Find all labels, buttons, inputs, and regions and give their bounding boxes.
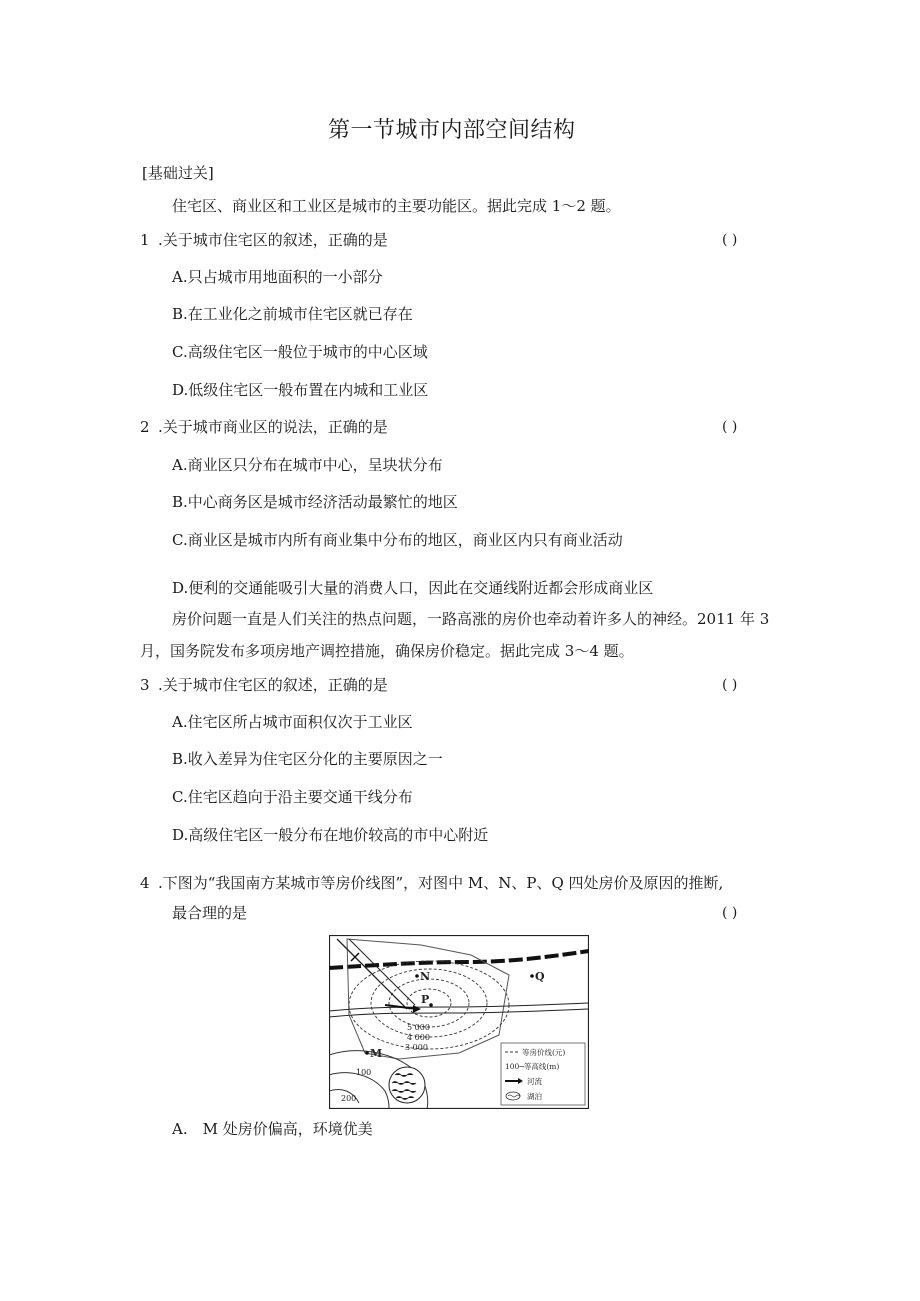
legend-elevation-label: 100─等高线(m) bbox=[505, 1062, 560, 1071]
point-p-label: P bbox=[421, 993, 430, 1006]
q2-option-c: C.商业区是城市内所有商业集中分布的地区，商业区内只有商业活动 bbox=[172, 531, 623, 549]
point-p-marker bbox=[429, 1003, 433, 1007]
q2-number: 2 bbox=[140, 418, 150, 436]
q3-option-b: B.收入差异为住宅区分化的主要原因之一 bbox=[172, 750, 443, 768]
q4-number: 4 bbox=[140, 874, 150, 892]
lake-shape bbox=[389, 1067, 425, 1103]
section-label: [基础过关] bbox=[142, 164, 214, 182]
legend-price-label: 等房价线(元) bbox=[522, 1048, 566, 1057]
q2-option-a: A.商业区只分布在城市中心，呈块状分布 bbox=[172, 456, 443, 474]
q1-number: 1 bbox=[140, 231, 150, 249]
point-m-label: M bbox=[370, 1047, 383, 1060]
elevation-label-200: 200 bbox=[341, 1094, 357, 1103]
q3-stem: .关于城市住宅区的叙述，正确的是 bbox=[158, 676, 388, 694]
q1-stem: .关于城市住宅区的叙述，正确的是 bbox=[158, 231, 388, 249]
q2-option-d: D.便利的交通能吸引大量的消费人口，因此在交通线附近都会形成商业区 bbox=[172, 579, 654, 597]
q3-option-c: C.住宅区趋向于沿主要交通干线分布 bbox=[172, 788, 413, 806]
q4-answer-bracket: ( ) bbox=[722, 905, 738, 921]
q4-option-a: A. M 处房价偏高，环境优美 bbox=[172, 1120, 373, 1138]
point-n-label: N bbox=[420, 970, 431, 983]
intro-paragraph-2-line1: 房价问题一直是人们关注的热点问题，一路高涨的房价也牵动着许多人的神经。2011 年 3 bbox=[172, 610, 770, 628]
point-q-label: Q bbox=[535, 970, 545, 983]
q2-stem: .关于城市商业区的说法，正确的是 bbox=[158, 418, 388, 436]
q3-number: 3 bbox=[140, 676, 150, 694]
point-n-marker bbox=[415, 974, 419, 978]
elevation-label-100: 100 bbox=[356, 1068, 372, 1077]
q1-option-b: B.在工业化之前城市住宅区就已存在 bbox=[172, 305, 413, 323]
q1-option-a: A.只占城市用地面积的一小部分 bbox=[172, 268, 383, 286]
contour-label-3000: 3 000 bbox=[405, 1043, 428, 1052]
q1-option-c: C.高级住宅区一般位于城市的中心区域 bbox=[172, 343, 428, 361]
intro-paragraph-1: 住宅区、商业区和工业区是城市的主要功能区。据此完成 1～2 题。 bbox=[172, 197, 621, 215]
q2-option-b: B.中心商务区是城市经济活动最繁忙的地区 bbox=[172, 493, 458, 511]
contour-label-4000: 4 000 bbox=[407, 1033, 430, 1042]
house-price-contour-map bbox=[329, 935, 589, 1109]
contour-label-5000: 5 000 bbox=[407, 1023, 430, 1032]
point-m-marker bbox=[365, 1051, 369, 1055]
legend-lake-label: 湖泊 bbox=[527, 1092, 542, 1101]
q4-stem-line2: 最合理的是 bbox=[172, 904, 248, 922]
q3-option-a: A.住宅区所占城市面积仅次于工业区 bbox=[172, 713, 413, 731]
q4-stem-line1: .下图为“我国南方某城市等房价线图”，对图中 M、N、P、Q 四处房价及原因的推断, bbox=[158, 874, 724, 892]
q3-option-d: D.高级住宅区一般分布在地价较高的市中心附近 bbox=[172, 826, 489, 844]
intro-paragraph-2-line2: 月，国务院发布多项房地产调控措施，确保房价稳定。据此完成 3～4 题。 bbox=[140, 642, 634, 660]
legend-river-label: 河流 bbox=[527, 1077, 542, 1086]
q1-option-d: D.低级住宅区一般布置在内城和工业区 bbox=[172, 381, 429, 399]
q1-answer-bracket: ( ) bbox=[722, 232, 738, 248]
q2-answer-bracket: ( ) bbox=[722, 419, 738, 435]
q3-answer-bracket: ( ) bbox=[722, 677, 738, 693]
page-title: 第一节城市内部空间结构 bbox=[328, 118, 576, 143]
point-q-marker bbox=[530, 974, 534, 978]
